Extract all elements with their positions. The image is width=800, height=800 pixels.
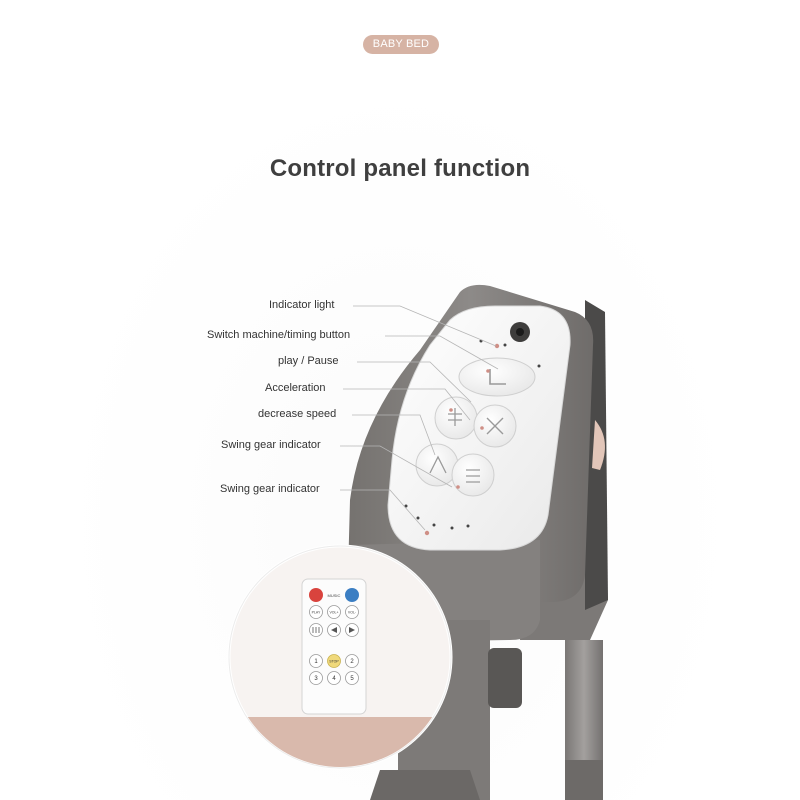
decrease-speed-button[interactable] <box>435 397 477 439</box>
callout-switch-timing: Switch machine/timing button <box>207 329 351 341</box>
acceleration-button[interactable] <box>474 405 516 447</box>
callout-play-pause: play / Pause <box>278 355 339 367</box>
remote-label-5: 5 <box>350 676 354 682</box>
swing-right-button[interactable] <box>452 454 494 496</box>
remote-label-2: 2 <box>350 659 354 665</box>
callout-indicator-light: Indicator light <box>269 299 335 311</box>
mode-icon[interactable] <box>345 588 359 602</box>
remote-music-label: MUSIC <box>327 593 341 598</box>
callout-decrease-speed: decrease speed <box>258 408 337 420</box>
play-pause-button[interactable] <box>459 358 535 396</box>
remote-label-1: 1 <box>314 659 318 665</box>
remote-label-voldown: VOL- <box>347 610 357 615</box>
control-panel <box>388 306 570 550</box>
callout-acceleration: Acceleration <box>265 382 326 394</box>
callout-swing-gear-1: Swing gear indicator <box>221 439 321 451</box>
remote-label-stop: STOP <box>329 659 339 664</box>
remote-label-volup: VOL+ <box>329 610 339 615</box>
brand-badge: BABY BED <box>363 35 439 54</box>
page-title: Control panel function <box>269 155 531 182</box>
rear-pole <box>565 640 603 800</box>
remote-label-3: 3 <box>314 676 318 682</box>
callout-swing-gear-2: Swing gear indicator <box>220 483 320 495</box>
swing-left-button[interactable] <box>416 444 458 486</box>
remote-label-4: 4 <box>332 676 336 682</box>
remote-label-play: PLAY <box>311 610 321 615</box>
remote-control <box>302 579 366 714</box>
power-icon[interactable] <box>309 588 323 602</box>
